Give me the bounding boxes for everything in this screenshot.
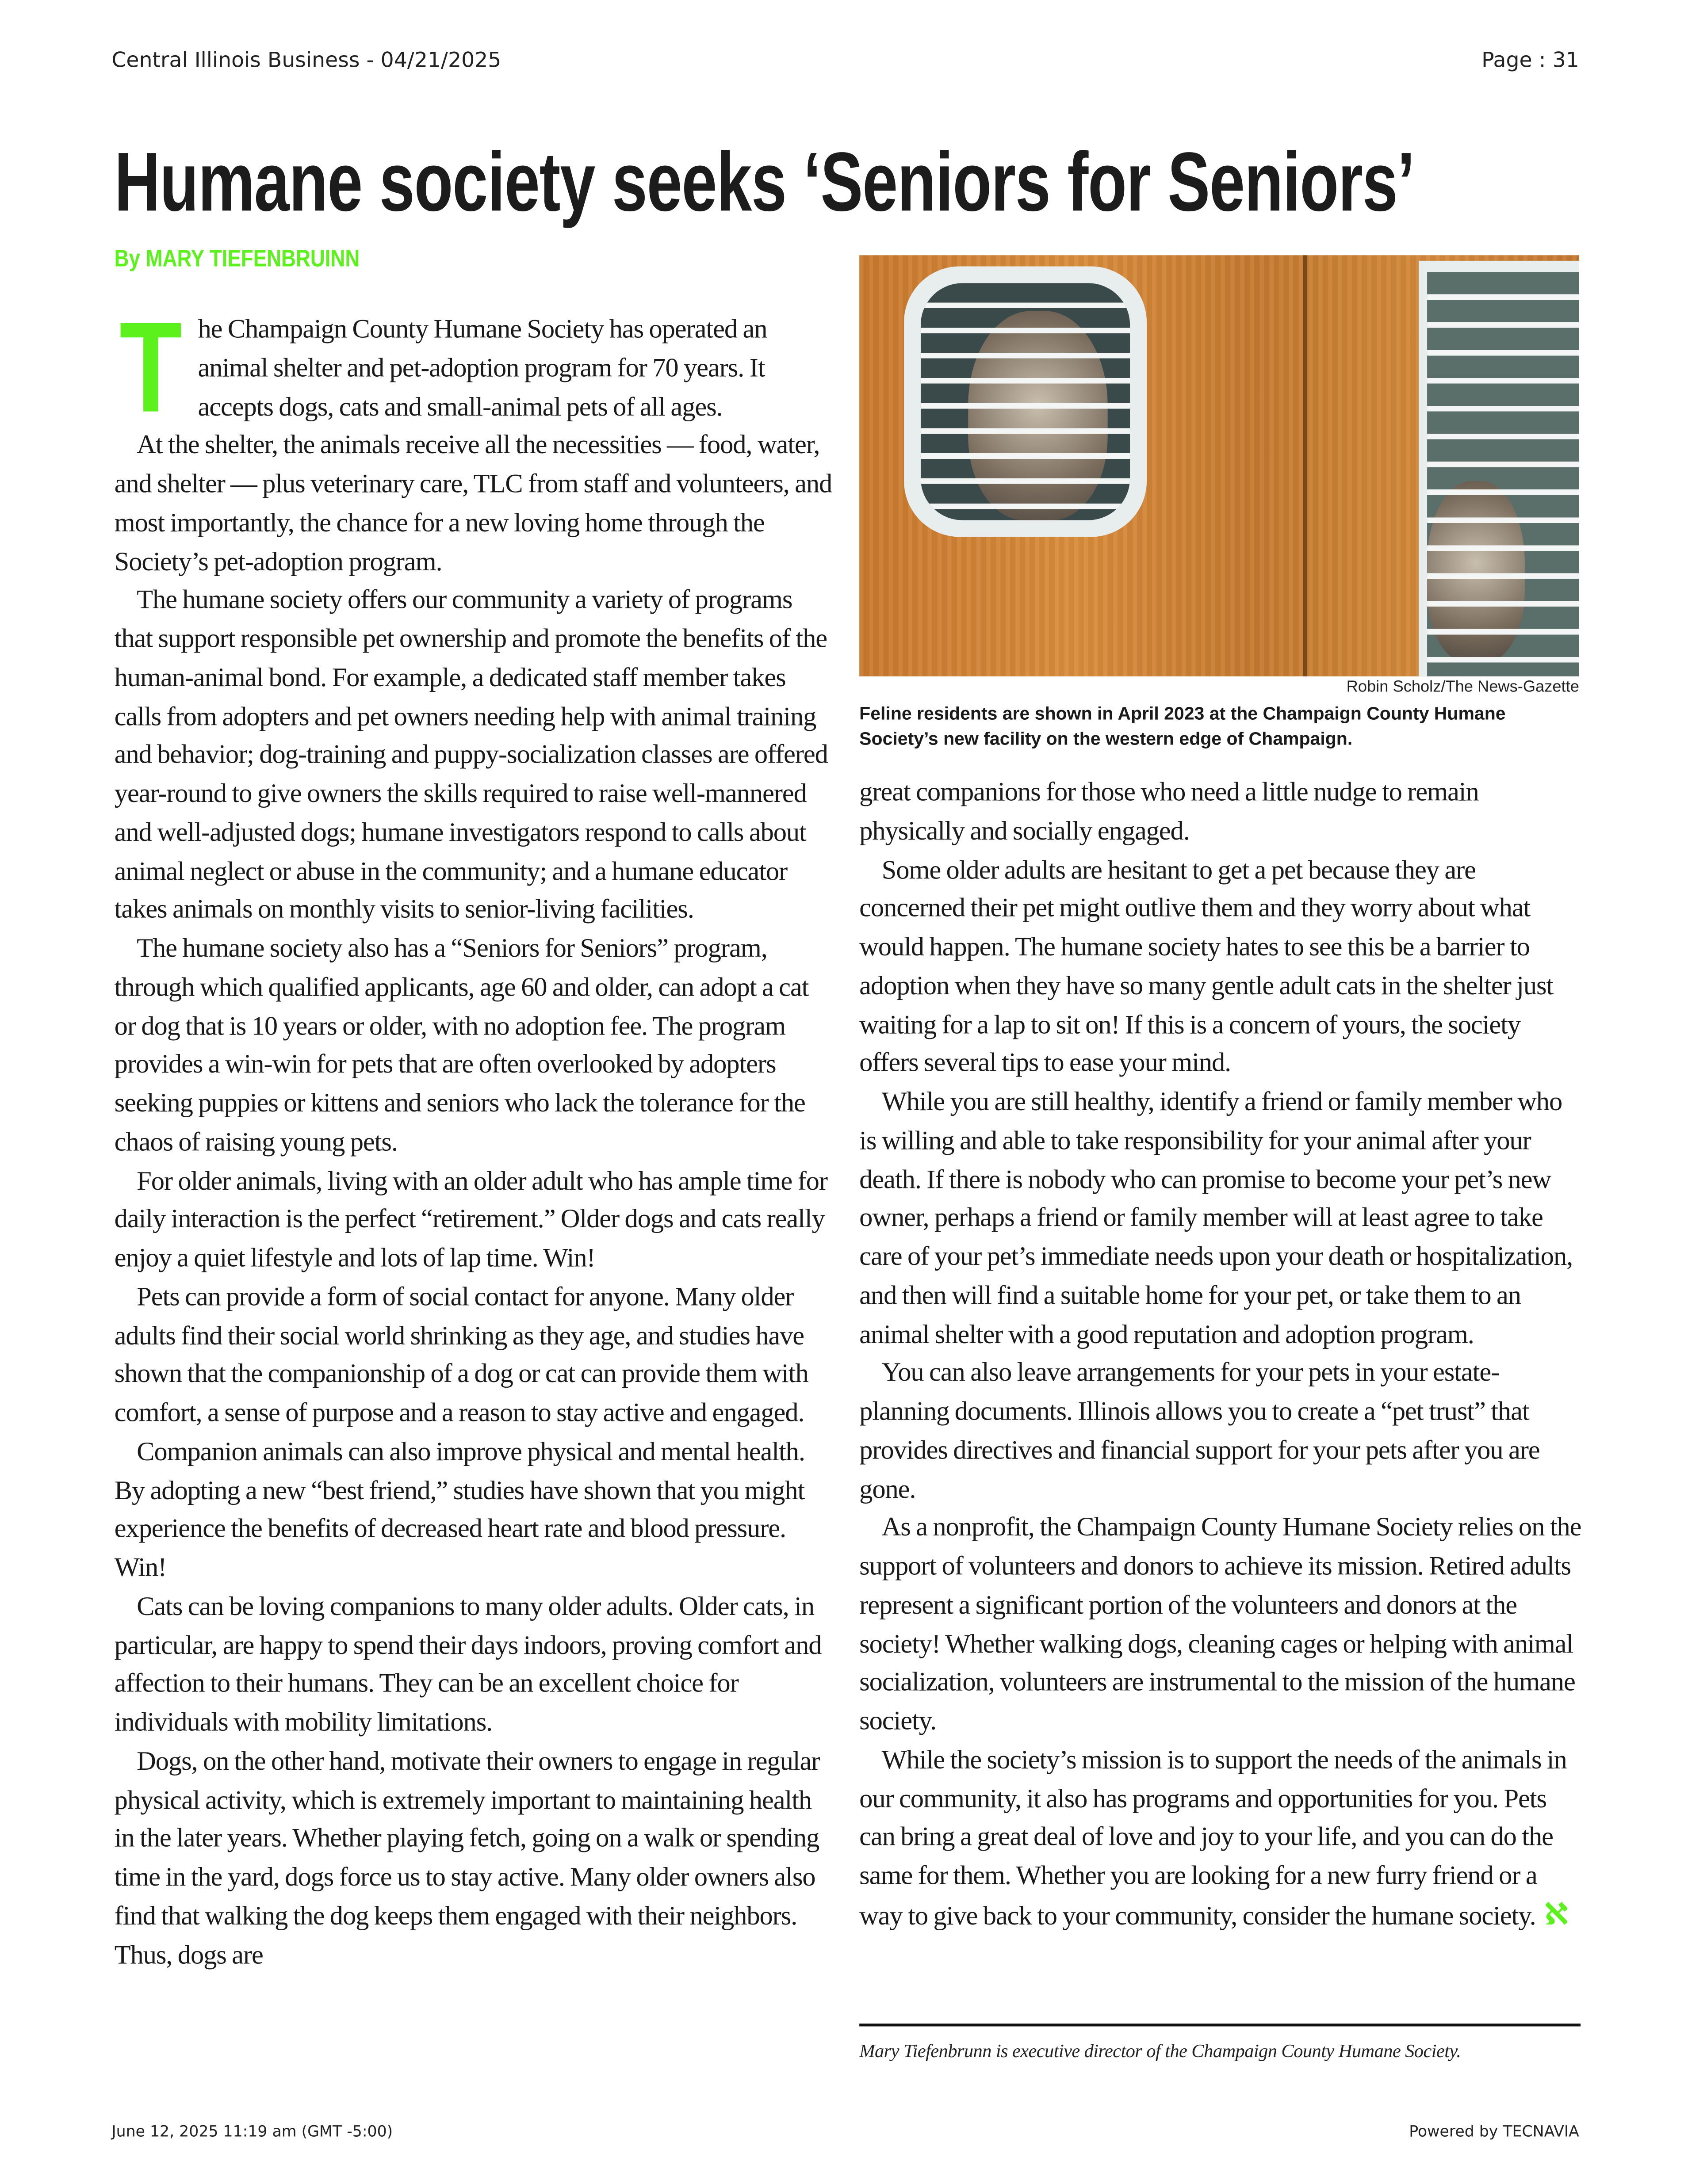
paragraph [115,1588,833,1743]
paragraph-text: Some older adults are hesitant to get a pet because they are concerned their pet might outlive them and they worry about what would happen. The humane society hates to see this be a barrier to adoption when they have so many gentle adult cats in the shelter just waiting for a lap to sit on! If this is a concern of yours, the society offers several tips to ease your mind. [859,855,1554,1079]
paragraph [115,1433,833,1588]
paragraph-text: While you are still healthy, identify a friend or family member who is willing and able to take responsibility for your animal after your death. If there is nobody who can promise to become your pet’s new owner, perhaps a friend or family member will at least agree to take care of your pet’s immediate needs upon your death or hospitalization, and then will find a suitable home for your pet, or take them to an animal shelter with a good reputation and adoption program. [859,1088,1573,1349]
paragraph [115,930,833,1162]
article-column-right [859,774,1582,1936]
paragraph [115,297,833,439]
article-column-left [114,297,833,1975]
publication-header: Central Illinois Business - 04/21/2025 [111,47,501,73]
paragraph [859,851,1582,1084]
article-title: Humane society seeks ‘Seniors for Seniors’ [114,135,1415,229]
paragraph-text: You can also leave arrangements for your pets in your estate-planning documents. Illinois allows you to create a “pet trust” that provides directives and financial support for your pets after you are gone. [859,1359,1540,1504]
paragraph [859,1741,1582,1936]
photo-caption: Feline residents are shown in April 2023 at the Champaign County Humane Society’s new facility on the western edge of Champaign. [859,703,1506,748]
paragraph-text: Dogs, on the other hand, motivate their owners to engage in regular physical activity, which is extremely important to maintaining health in the later years. Whether playing fetch, going on a walk or spending time in the yard, dogs force us to stay active. Many older owners also find that walking the dog keeps them engaged with their neighbors. Thus, dogs are [114,1747,820,1970]
paragraph-text: Companion animals can also improve physical and mental health. By adopting a new “best friend,” studies have shown that you might experience the benefits of decreased heart rate and blood pressure. Win! [114,1437,805,1583]
paragraph [115,1162,833,1279]
end-mark-icon: ℵ [1544,1898,1568,1933]
drop-cap: T [119,297,182,439]
paragraph [115,582,833,930]
paragraph-text: he Champaign County Humane Society has operated an animal shelter and pet-adoption program for 70 years. It accepts dogs, cats and small-animal pets of all ages. [198,315,767,422]
cabinet-seam [1303,255,1307,676]
photo-credit: Robin Scholz/The News-Gazette [1346,679,1579,696]
paragraph [115,1279,833,1433]
paragraph-text: Cats can be loving companions to many older adults. Older cats, in particular, are happy to spend their days indoors, proving comfort and affection to their humans. They can be an excellent choice for individuals with mobility limitations. [114,1592,822,1738]
footer-powered-by: Powered by TECNAVIA [1409,2123,1579,2141]
kennel-window-right [1419,261,1579,676]
article-photo-cats [859,255,1579,676]
kennel-window-left [904,267,1147,537]
paragraph [115,1743,833,1975]
paragraph-text: The humane society offers our community a variety of programs that support responsible pet ownership and promote the benefits of the human-animal bond. For example, a dedicated staff member takes calls from adopters and pet owners needing help with animal training and behavior; dog-training and puppy-socialization classes are offered year-round to give owners the skills required to raise well-mannered and well-adjusted dogs; humane investigators respond to calls about animal neglect or abuse in the community; and a humane educator takes animals on monthly visits to senior-living facilities. [114,586,828,925]
footer-timestamp: June 12, 2025 11:19 am (GMT -5:00) [111,2123,393,2141]
paragraph-text: The humane society also has a “Seniors for Seniors” program, through which qualified applicants, age 60 and older, can adopt a cat or dog that is 10 years or older, with no adoption fee. The program provides a win-win for pets that are often overlooked by adopters seeking puppies or kittens and seniors who lack the tolerance for the chaos of raising young pets. [114,934,809,1157]
paragraph-text: great companions for those who need a little nudge to remain physically and socially engaged. [859,778,1479,846]
byline: By MARY TIEFENBRUINN [114,245,360,272]
paragraph [115,427,833,582]
paragraph-text: For older animals, living with an older adult who has ample time for daily interaction is the perfect “retirement.” Older dogs and cats really enjoy a quiet lifestyle and lots of lap time. Win! [114,1166,827,1274]
author-bio: Mary Tiefenbrunn is executive director of the Champaign County Humane Society. [859,2040,1461,2062]
divider [859,2024,1581,2026]
paragraph [859,1084,1582,1355]
paragraph [859,1355,1582,1509]
paragraph-text: At the shelter, the animals receive all the necessities — food, water, and shelter — plus veterinary care, TLC from staff and volunteers, and most importantly, the chance for a new loving home through the Society’s pet-adoption program. [114,431,832,577]
paragraph-text: While the society’s mission is to support the needs of the animals in our community, it also has programs and opportunities for you. Pets can bring a great deal of love and joy to your life, and you can do the same for them. Whether you are looking for a new furry friend or a way to give back to your community, consider the humane society. [859,1745,1567,1932]
paragraph [859,1509,1582,1741]
paragraph-text: As a nonprofit, the Champaign County Humane Society relies on the support of volunteers and donors to achieve its mission. Retired adults represent a significant portion of the volunteers and donors at the society! Whether walking dogs, cleaning cages or helping with animal socialization, volunteers are instrumental to the mission of the humane society. [859,1513,1581,1737]
paragraph-text: Pets can provide a form of social contact for anyone. Many older adults find their social world shrinking as they age, and studies have shown that the companionship of a dog or cat can provide them with comfort, a sense of purpose and a reason to stay active and engaged. [114,1283,808,1428]
paragraph [859,774,1582,851]
page-number: Page : 31 [1481,47,1579,73]
